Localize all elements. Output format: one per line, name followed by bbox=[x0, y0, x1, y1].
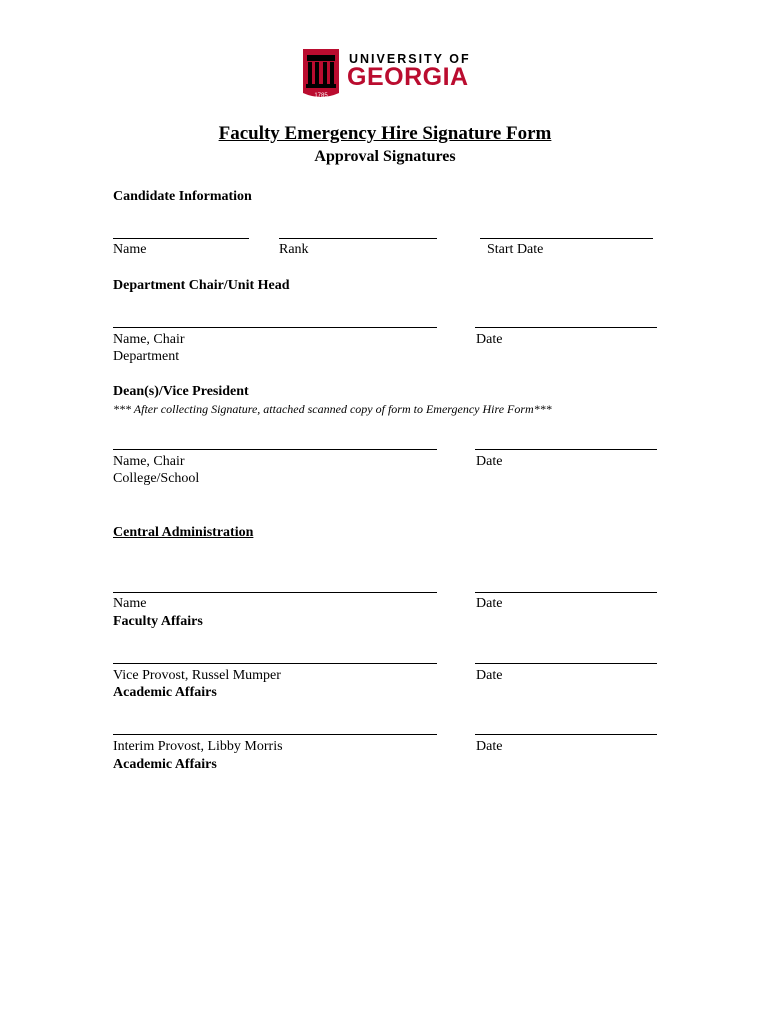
form-subtitle: Approval Signatures bbox=[314, 148, 456, 165]
interim-provost-name-label: Interim Provost, Libby Morris bbox=[113, 739, 283, 754]
dean-date-label: Date bbox=[476, 454, 503, 469]
faculty-affairs-name-label: Name bbox=[113, 596, 147, 611]
dept-chair-heading: Department Chair/Unit Head bbox=[113, 278, 290, 293]
interim-provost-office-label: Academic Affairs bbox=[113, 757, 217, 772]
interim-provost-date-line[interactable] bbox=[475, 734, 657, 735]
interim-provost-date-label: Date bbox=[476, 739, 503, 754]
dean-unit-label: College/School bbox=[113, 471, 200, 486]
vice-provost-date-line[interactable] bbox=[475, 663, 657, 664]
logo-georgia: GEORGIA bbox=[347, 63, 469, 91]
logo-year: 1785 bbox=[314, 93, 328, 99]
dean-date-line[interactable] bbox=[475, 449, 657, 450]
dept-chair-date-line[interactable] bbox=[475, 327, 657, 328]
vice-provost-name-label: Vice Provost, Russel Mumper bbox=[113, 668, 281, 683]
faculty-affairs-office-label: Faculty Affairs bbox=[113, 614, 203, 629]
dept-chair-unit-label: Department bbox=[113, 349, 180, 364]
vice-provost-office-label: Academic Affairs bbox=[113, 685, 217, 700]
candidate-start-date-line[interactable] bbox=[480, 238, 653, 239]
candidate-start-date-label: Start Date bbox=[487, 242, 544, 257]
faculty-affairs-date-line[interactable] bbox=[475, 592, 657, 593]
dean-signature-line[interactable] bbox=[113, 449, 437, 450]
central-admin-heading: Central Administration bbox=[113, 525, 254, 540]
faculty-affairs-signature-line[interactable] bbox=[113, 592, 437, 593]
dept-chair-name-label: Name, Chair bbox=[113, 332, 185, 347]
interim-provost-signature-line[interactable] bbox=[113, 734, 437, 735]
vice-provost-date-label: Date bbox=[476, 668, 503, 683]
dean-heading: Dean(s)/Vice President bbox=[113, 384, 249, 399]
faculty-affairs-date-label: Date bbox=[476, 596, 503, 611]
candidate-rank-signature-line[interactable] bbox=[279, 238, 437, 239]
dean-name-label: Name, Chair bbox=[113, 454, 185, 469]
dept-chair-signature-line[interactable] bbox=[113, 327, 437, 328]
candidate-rank-label: Rank bbox=[279, 242, 309, 257]
form-title: Faculty Emergency Hire Signature Form bbox=[218, 123, 552, 144]
candidate-name-label: Name bbox=[113, 242, 147, 257]
candidate-name-signature-line[interactable] bbox=[113, 238, 249, 239]
vice-provost-signature-line[interactable] bbox=[113, 663, 437, 664]
candidate-heading: Candidate Information bbox=[113, 189, 252, 204]
arch-logo-icon bbox=[301, 47, 341, 103]
dean-instruction-note: *** After collecting Signature, attached scanned copy of form to Emergency Hire Form*** bbox=[113, 402, 552, 416]
logo-university-of: UNIVERSITY OF bbox=[349, 52, 471, 66]
dept-chair-date-label: Date bbox=[476, 332, 503, 347]
